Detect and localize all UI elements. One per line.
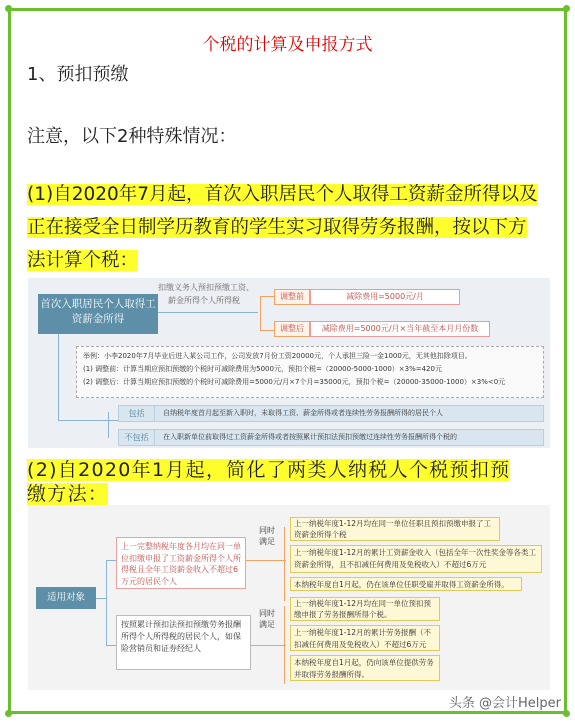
corner-dot bbox=[5, 710, 12, 717]
connector bbox=[96, 598, 106, 599]
diagram-simplified-method bbox=[28, 505, 550, 690]
corner-dot bbox=[563, 5, 570, 12]
exclude-text: 在入职新单位前取得过工资薪金所得或者按照累计预扣法预扣预缴过连续性劳务报酬所得个税的 bbox=[163, 433, 457, 441]
connector bbox=[284, 606, 285, 684]
case2-line1: (2)自2020年1月起，简化了两类人纳税人个税预扣预 bbox=[27, 459, 511, 481]
same-time-label-2: 同时满足 bbox=[259, 609, 275, 629]
connector bbox=[260, 330, 274, 331]
source-watermark: 头条 @会计Helper bbox=[448, 696, 561, 711]
condition-3: 本纳税年度自1月起，仍在该单位任职受雇并取得工资薪金所得。 bbox=[290, 577, 522, 591]
connector bbox=[106, 560, 116, 561]
example-line: 举例：小李2020年7月毕业后进入某公司工作，公司发放7月份工资20000元，个人承担三险一金1000元，无其他扣除项目。 bbox=[83, 352, 472, 360]
example-line: (2) 调整后：计算当期应预扣预缴的个税时可减除费用=5000元/月×7个月=35000元，预扣个税=（20000-35000-1000）×3%<0元 bbox=[83, 378, 506, 386]
case2-paragraph bbox=[27, 458, 557, 506]
include-row bbox=[118, 405, 544, 422]
connector bbox=[251, 645, 286, 646]
adjust-before-label: 调整前 bbox=[274, 289, 310, 305]
first-employment-box: 首次入职居民个人取得工资薪金所得 bbox=[38, 294, 158, 334]
example-line: (1) 调整前：计算当期应预扣预缴的个税时可减除费用为5000元，预扣个税=（20000-5000-1000）×3%=420元 bbox=[83, 365, 442, 373]
section-heading: 1、预扣预缴 bbox=[27, 64, 129, 85]
connector bbox=[108, 412, 109, 438]
connector bbox=[58, 420, 118, 421]
connector bbox=[106, 560, 107, 645]
scope-label: 适用对象 bbox=[36, 587, 96, 609]
connector bbox=[58, 334, 59, 420]
corner-dot bbox=[563, 710, 570, 717]
condition-2: 上一纳税年度1-12月的累计工资薪金收入（包括全年一次性奖金等各类工资薪金所得，且不扣减任何费用及免税收入）不超过6万元 bbox=[290, 545, 542, 573]
case1-line1: (1)自2020年7月起，首次入职居民个人取得工资薪金所得以及 bbox=[27, 184, 538, 205]
connector bbox=[284, 527, 285, 601]
group2-box: 按照累计预扣法预扣预缴劳务报酬所得个人所得税的居民个人，如保险营销员和证券经纪人 bbox=[116, 615, 251, 670]
condition-1: 上一纳税年度1-12月均在同一单位任职且预扣预缴申报了工资薪金所得个税 bbox=[290, 517, 500, 541]
case2-line2: 缴方法： bbox=[27, 483, 109, 505]
connector bbox=[260, 296, 261, 330]
exclude-label: 不包括 bbox=[119, 430, 155, 445]
adjust-before-text: 减除费用=5000元/月 bbox=[310, 289, 460, 305]
connector bbox=[158, 312, 258, 313]
page-title: 个税的计算及申报方式 bbox=[202, 35, 373, 55]
corner-dot bbox=[5, 5, 12, 12]
exclude-row bbox=[118, 429, 544, 446]
same-time-label-1: 同时满足 bbox=[259, 526, 275, 546]
case1-line2: 正在接受全日制学历教育的学生实习取得劳务报酬，按以下方 bbox=[27, 217, 527, 238]
group1-box: 上一完整纳税年度各月均在同一单位扣缴申报了工资薪金所得个人所得税且全年工资薪金收入不超过6万元的居民个人 bbox=[116, 537, 246, 589]
include-text: 自纳税年度首月起至新入职时，未取得工资、薪金所得或者连续性劳务报酬所得的居民个人 bbox=[163, 409, 443, 417]
condition-5: 上一纳税年度1-12月的累计劳务报酬（不扣减任何费用及免税收入）不超过6万元 bbox=[290, 625, 440, 651]
adjust-after-text: 减除费用=5000元/月×当年截至本月月份数 bbox=[310, 321, 490, 337]
diagram-caption-1: 扣缴义务人预扣预缴工资、 bbox=[158, 283, 254, 292]
connector bbox=[260, 296, 274, 297]
condition-6: 本纳税年度自1月起，仍向该单位提供劳务并取得劳务报酬所得。 bbox=[290, 655, 440, 681]
case1-line3: 法计算个税： bbox=[27, 250, 139, 271]
example-box bbox=[76, 346, 544, 398]
diagram-caption-2: 薪金所得个人所得税 bbox=[168, 296, 240, 305]
connector bbox=[246, 560, 286, 561]
connector bbox=[106, 645, 116, 646]
case1-paragraph bbox=[27, 178, 557, 277]
adjust-after-label: 调整后 bbox=[274, 321, 310, 337]
include-label: 包括 bbox=[119, 406, 155, 421]
condition-4: 上一纳税年度1-12月均在同一单位预扣预缴申报了劳务报酬所得个税。 bbox=[290, 597, 440, 621]
note-text: 注意，以下2种特殊情况： bbox=[27, 126, 237, 147]
diagram-first-employment bbox=[28, 278, 550, 448]
